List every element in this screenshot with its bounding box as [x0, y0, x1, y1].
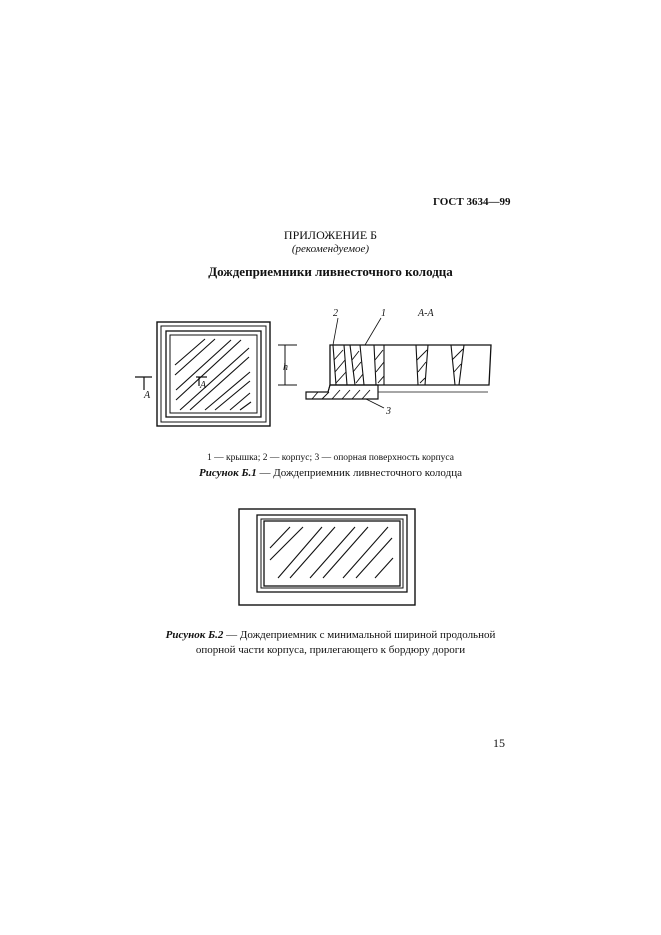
figure1-caption-label: Рисунок Б.1	[199, 467, 257, 479]
figure1-caption-text: — Дождеприемник ливнесточного колодца	[256, 467, 462, 479]
figure2-caption-line1: — Дождеприемник с минимальной шириной продольной	[223, 629, 496, 641]
section-heading: Дождеприемники ливнесточного колодца	[208, 264, 453, 279]
height-label: h	[283, 362, 288, 373]
callout-3: 3	[386, 406, 391, 417]
figure1-section-view	[278, 318, 491, 408]
cut-label-left: А	[144, 390, 151, 401]
figure2-caption	[0, 628, 661, 658]
figure2-caption-line2: опорной части корпуса, прилегающего к бордюру дороги	[195, 644, 466, 656]
figure1-caption	[0, 467, 661, 479]
figure2-drawing	[239, 509, 415, 605]
figure2-caption-label: Рисунок Б.2	[165, 629, 224, 641]
callout-1: 1	[381, 308, 386, 319]
cut-label-inner: А	[200, 380, 207, 391]
callout-2: 2	[333, 308, 338, 319]
section-label: А-А	[418, 308, 434, 319]
page-number: 15	[493, 736, 505, 750]
appendix-subtitle: (рекомендуемое)	[291, 243, 370, 255]
document-code: ГОСТ 3634—99	[433, 196, 511, 208]
figure1-legend: 1 — крышка; 2 — корпус; 3 — опорная поверхность корпуса	[207, 453, 454, 463]
appendix-title: ПРИЛОЖЕНИЕ Б	[283, 228, 378, 242]
section-cut-marker	[135, 377, 207, 390]
figure1-plan-view	[157, 322, 270, 426]
